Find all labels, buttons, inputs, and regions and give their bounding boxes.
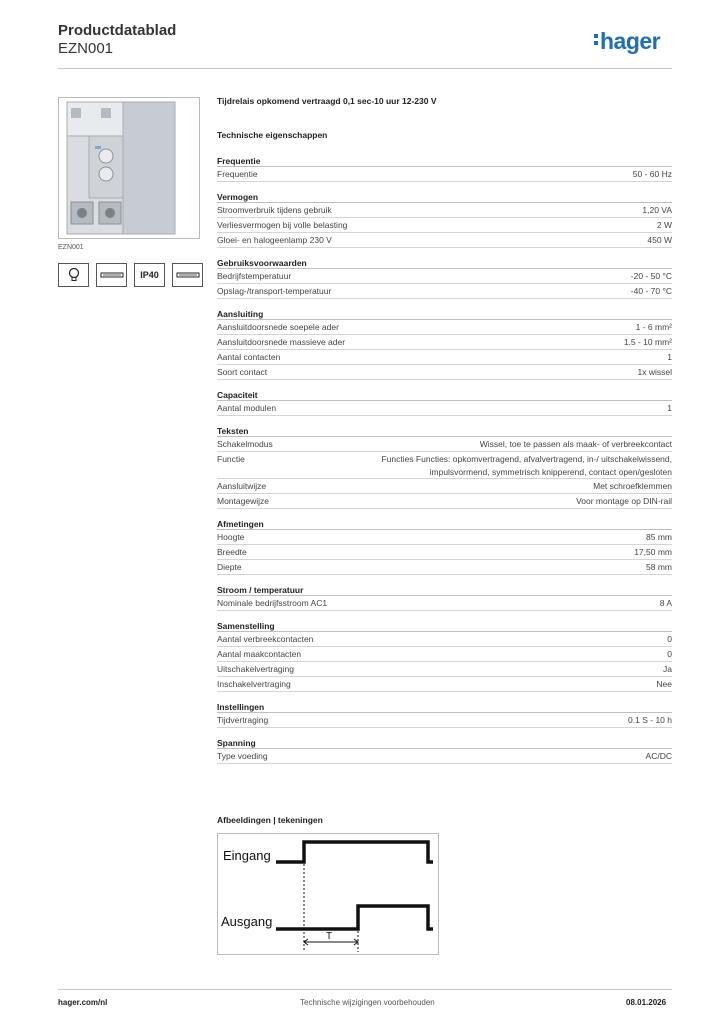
- din-rail-icon: [96, 263, 127, 287]
- spec-value: Wissel, toe te passen als maak- of verbreekcontact: [479, 439, 672, 449]
- spec-value: Voor montage op DIN-rail: [576, 496, 672, 506]
- spec-label: Schakelmodus: [217, 439, 273, 449]
- drawings-title: Afbeeldingen | tekeningen: [217, 815, 323, 825]
- spec-section: [217, 620, 672, 692]
- spec-label: Verliesvermogen bij volle belasting: [217, 220, 348, 230]
- spec-label: Aantal modulen: [217, 403, 277, 413]
- time-relay-module-image: [59, 98, 199, 238]
- spec-value: Functies Functies: opkomvertragend, afvalvertragend, in-/ uitschakelwissend, impulsvormend, symmetrisch knipperend, contact open/gesloten: [381, 454, 672, 477]
- spec-label: Inschakelvertraging: [217, 679, 291, 689]
- photo-caption: EZN001: [58, 244, 84, 251]
- section-heading: Capaciteit: [217, 389, 672, 401]
- logo-colon-icon: [594, 33, 598, 47]
- spec-section: [217, 701, 672, 728]
- timing-diagram: [217, 833, 439, 955]
- spec-value: 2 W: [656, 220, 672, 230]
- spec-label: Type voeding: [217, 751, 268, 761]
- spec-label: Stroomverbruik tijdens gebruik: [217, 205, 332, 215]
- spec-row: [217, 632, 672, 647]
- spec-row: [217, 494, 672, 509]
- spec-label: Soort contact: [217, 367, 268, 377]
- spec-row: [217, 365, 672, 380]
- spec-label: Uitschakelvertraging: [217, 664, 295, 674]
- spec-row: [217, 320, 672, 335]
- spec-heading: Technische eigenschappen: [217, 130, 328, 140]
- spec-label: Diepte: [217, 562, 242, 572]
- ip-rating-badge: IP40: [134, 263, 165, 287]
- spec-content: [217, 96, 672, 773]
- spec-row: [217, 350, 672, 365]
- din-rail-icon: [172, 263, 203, 287]
- section-heading: Afmetingen: [217, 518, 672, 530]
- product-title: Tijdrelais opkomend vertraagd 0,1 sec-10 uur 12-230 V: [217, 96, 437, 106]
- spec-value: 1,20 VA: [642, 205, 672, 215]
- output-label: Ausgang: [221, 914, 273, 929]
- spec-row: [217, 713, 672, 728]
- spec-row: [217, 662, 672, 677]
- spec-value: AC/DC: [645, 751, 672, 761]
- spec-section: [217, 191, 672, 248]
- spec-section: [217, 155, 672, 182]
- spec-value: 1.5 - 10 mm²: [623, 337, 672, 347]
- section-heading: Gebruiksvoorwaarden: [217, 257, 672, 269]
- spec-value: 1: [667, 352, 672, 362]
- header-divider: [58, 68, 672, 69]
- spec-value: 17,50 mm: [634, 547, 672, 557]
- spec-value: -40 - 70 °C: [630, 286, 672, 296]
- footer-divider: [58, 989, 672, 990]
- spec-row: [217, 530, 672, 545]
- spec-label: Tijdvertraging: [217, 715, 269, 725]
- footer-website[interactable]: hager.com/nl: [58, 998, 108, 1007]
- section-heading: Aansluiting: [217, 308, 672, 320]
- spec-section: [217, 257, 672, 299]
- spec-row: [217, 203, 672, 218]
- spec-value: 58 mm: [646, 562, 672, 572]
- spec-label: Functie: [217, 454, 245, 464]
- page-title: Productdatablad: [58, 22, 177, 39]
- footer-date: 08.01.2026: [626, 998, 667, 1007]
- spec-value: Ja: [663, 664, 672, 674]
- spec-label: Bedrijfstemperatuur: [217, 271, 292, 281]
- spec-label: Aansluitdoorsnede soepele ader: [217, 322, 339, 332]
- spec-section: [217, 584, 672, 611]
- spec-label: Gloei- en halogeenlamp 230 V: [217, 235, 332, 245]
- spec-value: Nee: [656, 679, 672, 689]
- section-heading: Spanning: [217, 737, 672, 749]
- spec-row: [217, 479, 672, 494]
- spec-row: [217, 560, 672, 575]
- product-photo: [58, 97, 200, 239]
- spec-label: Opslag-/transport-temperatuur: [217, 286, 332, 296]
- section-heading: Teksten: [217, 425, 672, 437]
- spec-row: [217, 452, 672, 479]
- output-signal-line: [276, 906, 433, 929]
- section-heading: Samenstelling: [217, 620, 672, 632]
- spec-section: [217, 518, 672, 575]
- spec-value: 450 W: [647, 235, 672, 245]
- spec-value: 8 A: [659, 598, 672, 608]
- spec-row: [217, 233, 672, 248]
- spec-label: Nominale bedrijfsstroom AC1: [217, 598, 328, 608]
- spec-value: 0: [667, 649, 672, 659]
- spec-value: 1x wissel: [637, 367, 672, 377]
- spec-label: Montagewijze: [217, 496, 269, 506]
- spec-section: [217, 308, 672, 380]
- section-heading: Stroom / temperatuur: [217, 584, 672, 596]
- spec-row: [217, 284, 672, 299]
- spec-value: 0.1 S - 10 h: [628, 715, 672, 725]
- input-label: Eingang: [223, 848, 271, 863]
- spec-value: 1: [667, 403, 672, 413]
- section-heading: Vermogen: [217, 191, 672, 203]
- spec-row: [217, 545, 672, 560]
- spec-value: 0: [667, 634, 672, 644]
- spec-label: Aansluitdoorsnede massieve ader: [217, 337, 346, 347]
- spec-label: Breedte: [217, 547, 247, 557]
- spec-row: [217, 596, 672, 611]
- spec-section: [217, 737, 672, 764]
- spec-row: [217, 401, 672, 416]
- spec-row: [217, 437, 672, 452]
- spec-label: Aantal verbreekcontacten: [217, 634, 314, 644]
- spec-label: Aantal contacten: [217, 352, 281, 362]
- spec-row: [217, 647, 672, 662]
- product-code: EZN001: [58, 40, 114, 57]
- hager-logo: hager: [594, 28, 660, 55]
- spec-sections: [217, 155, 672, 764]
- delay-label: T: [326, 931, 333, 942]
- bulb-icon: [58, 263, 89, 287]
- spec-row: [217, 677, 672, 692]
- spec-section: [217, 425, 672, 509]
- spec-label: Hoogte: [217, 532, 245, 542]
- footer-note: Technische wijzigingen voorbehouden: [300, 998, 435, 1007]
- input-signal-line: [276, 842, 433, 862]
- section-heading: Frequentie: [217, 155, 672, 167]
- feature-icons: [58, 263, 203, 287]
- spec-value: 1 - 6 mm²: [635, 322, 672, 332]
- section-heading: Instellingen: [217, 701, 672, 713]
- spec-row: [217, 218, 672, 233]
- spec-section: [217, 389, 672, 416]
- spec-row: [217, 269, 672, 284]
- spec-row: [217, 167, 672, 182]
- spec-row: [217, 749, 672, 764]
- spec-row: [217, 335, 672, 350]
- spec-label: Aantal maakcontacten: [217, 649, 302, 659]
- spec-value: 85 mm: [646, 532, 672, 542]
- spec-value: -20 - 50 °C: [630, 271, 672, 281]
- spec-label: Aansluitwijze: [217, 481, 267, 491]
- spec-label: Frequentie: [217, 169, 258, 179]
- spec-value: 50 - 60 Hz: [632, 169, 672, 179]
- spec-value: Met schroefklemmen: [593, 481, 672, 491]
